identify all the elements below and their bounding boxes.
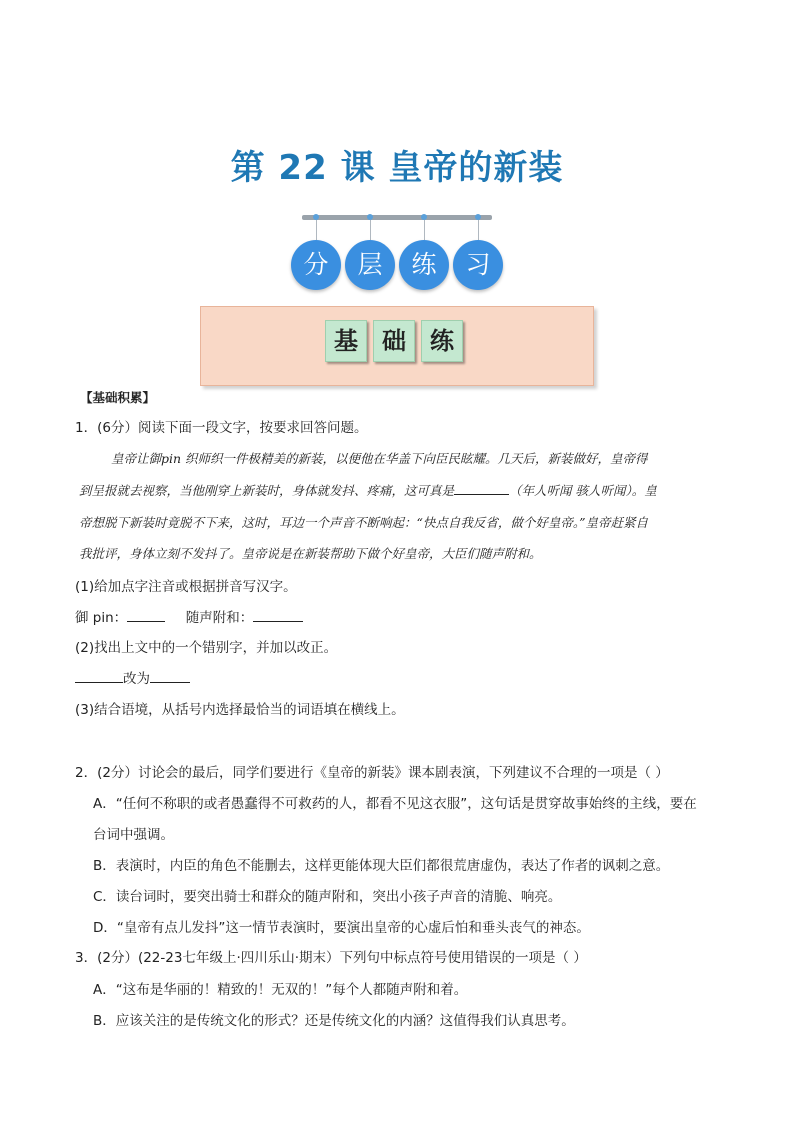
option-a: A．“任何不称职的或者愚蠢得不可救药的人，都看不见这衣服”，这句话是贯穿故事始终的主线，要在	[93, 796, 697, 812]
lesson-title: 第 22 课 皇帝的新装	[230, 148, 564, 188]
answer-blank[interactable]	[150, 670, 190, 683]
question-1-stem: 1．(6分）阅读下面一段文字，按要求回答问题。	[75, 420, 368, 436]
question-1-sub3: (3)结合语境，从括号内选择最恰当的词语填在横线上。	[75, 702, 405, 718]
banner-tile: 础	[373, 320, 415, 362]
practice-circle: 习	[453, 240, 503, 290]
answer-blank[interactable]	[127, 609, 165, 622]
basic-practice-banner	[200, 306, 594, 386]
passage-line: 皇帝让御pin 织师织一件极精美的新装，以便他在华盖下向臣民眩耀。几天后，新装做好，皇帝得	[111, 451, 648, 466]
option-a-cont: 台词中强调。	[93, 827, 174, 843]
practice-circle: 层	[345, 240, 395, 290]
practice-circle: 练	[399, 240, 449, 290]
passage-line: 到呈报就去视察，当他刚穿上新装时，身体就发抖、疼痛，这可真是 （年人听闻 骇人听闻）。皇	[79, 483, 657, 498]
answer-blank[interactable]	[253, 609, 303, 622]
question-1-sub1: (1)给加点字注音或根据拼音写汉字。	[75, 579, 297, 595]
passage-line: 我批评，身体立刻不发抖了。皇帝说是在新装帮助下做个好皇帝，大臣们随声附和。	[79, 546, 542, 561]
option-b: B．表演时，内臣的角色不能删去，这样更能体现大臣们都很荒唐虚伪，表达了作者的讽刺之意。	[93, 858, 670, 874]
answer-blank[interactable]	[454, 482, 509, 495]
question-3-stem: 3．(2分）(22-23七年级上·四川乐山·期末）下列句中标点符号使用错误的一项是（ ）	[75, 950, 587, 966]
question-1-sub2-answer: 改为	[75, 667, 190, 687]
option-b: B．应该关注的是传统文化的形式？还是传统文化的内涵？这值得我们认真思考。	[93, 1013, 575, 1029]
question-2-stem: 2．(2分）讨论会的最后，同学们要进行《皇帝的新装》课本剧表演，下列建议不合理的一项是（ ）	[75, 765, 669, 781]
banner-tile: 基	[325, 320, 367, 362]
passage-line: 帝想脱下新装时竟脱不下来，这时，耳边一个声音不断响起：“快点自我反省，做个好皇帝。”皇帝赶紧自	[79, 515, 649, 530]
hanger-string	[370, 220, 371, 240]
practice-circle: 分	[291, 240, 341, 290]
option-c: C．读台词时，要突出骑士和群众的随声附和，突出小孩子声音的清脆、响亮。	[93, 889, 562, 905]
hanger-string	[424, 220, 425, 240]
question-1-sub2: (2)找出上文中的一个错别字，并加以改正。	[75, 640, 338, 656]
section-label: 【基础积累】	[80, 390, 156, 405]
answer-blank[interactable]	[75, 670, 123, 683]
hanger-string	[316, 220, 317, 240]
hanger-string	[478, 220, 479, 240]
option-a: A．“这布是华丽的！精致的！无双的！”每个人都随声附和着。	[93, 982, 468, 998]
banner-tile: 练	[421, 320, 463, 362]
question-1-sub1-answers: 御 pin： 随声附和：	[75, 606, 303, 626]
hanger-rod	[302, 215, 492, 220]
option-d: D．“皇帝有点儿发抖”这一情节表演时，要演出皇帝的心虚后怕和垂头丧气的神态。	[93, 920, 590, 936]
